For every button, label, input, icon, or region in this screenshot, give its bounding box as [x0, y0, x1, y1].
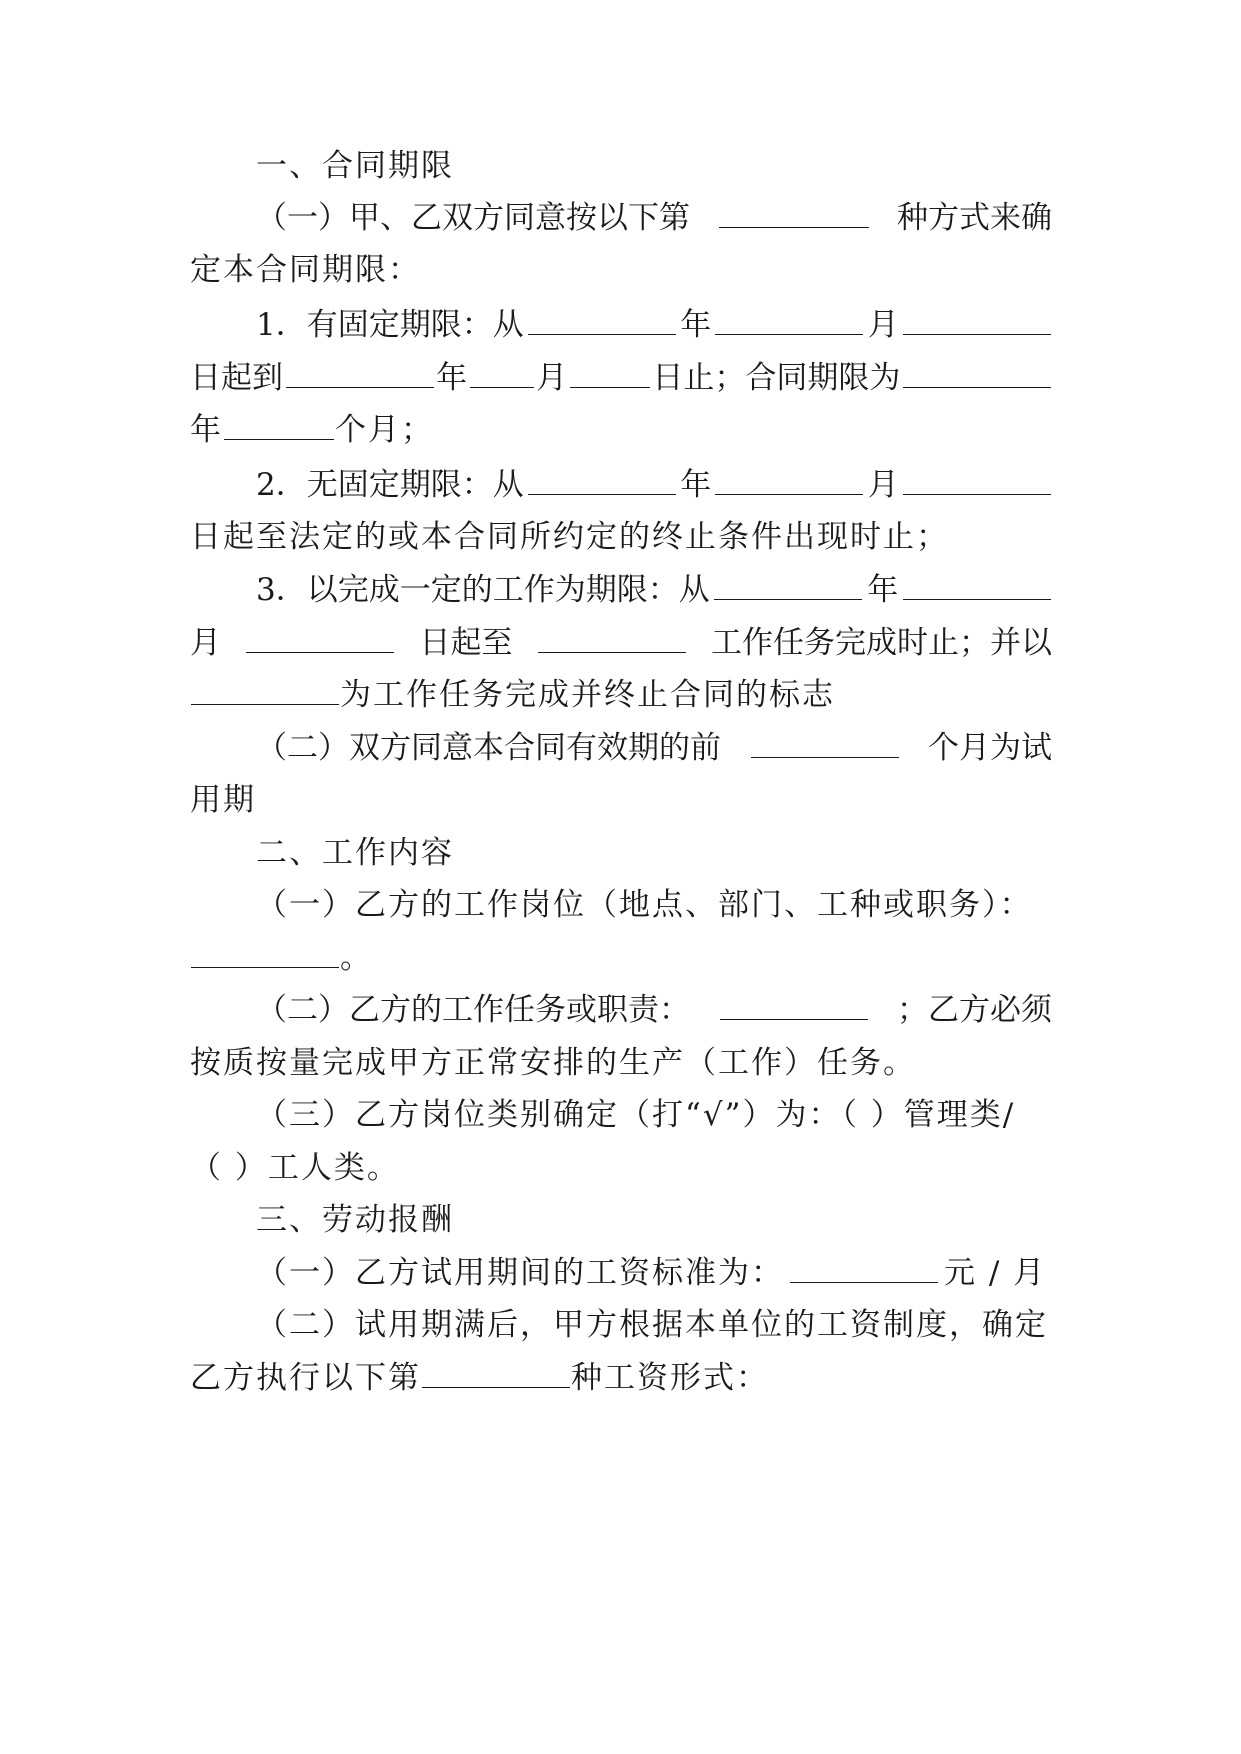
fill-in-blank[interactable]	[751, 729, 899, 758]
paragraph-line	[256, 570, 1052, 610]
text-segment: 用期	[190, 782, 256, 818]
fill-in-blank[interactable]	[191, 939, 339, 968]
text-segment: 日起至	[419, 625, 513, 661]
paragraph-line	[256, 305, 1052, 345]
paragraph-line	[256, 1305, 1052, 1345]
fill-in-blank[interactable]	[528, 466, 676, 495]
text-segment: 月	[867, 467, 899, 503]
fill-in-blank[interactable]	[714, 571, 862, 600]
text-segment: 为工作任务完成并终止合同的标志	[340, 677, 835, 713]
paragraph-line	[190, 1148, 1052, 1188]
fill-in-blank[interactable]	[715, 306, 863, 335]
text-segment: 年	[680, 307, 712, 343]
text-segment: 个月为试	[928, 730, 1052, 766]
text-segment: 工作任务完成时止；并以	[711, 625, 1052, 661]
fill-in-blank[interactable]	[715, 466, 863, 495]
text-segment: （一）乙方的工作岗位（地点、部门、工种或职务）：	[256, 887, 1033, 923]
section-heading-contract-term	[256, 146, 1052, 186]
fill-in-blank[interactable]	[528, 306, 676, 335]
fill-in-blank[interactable]	[903, 359, 1051, 388]
fill-in-blank[interactable]	[903, 306, 1051, 335]
text-segment: 。	[340, 940, 373, 976]
heading-text: 二、工作内容	[256, 835, 454, 871]
text-segment: ；乙方必须	[897, 992, 1052, 1028]
paragraph-line	[256, 885, 1052, 925]
fill-in-blank[interactable]	[719, 199, 869, 228]
paragraph-line	[190, 938, 1052, 978]
text-segment: 年	[190, 412, 223, 448]
fill-in-blank[interactable]	[903, 571, 1051, 600]
text-segment: 元 / 月	[944, 1255, 1047, 1291]
fill-in-blank[interactable]	[246, 624, 394, 653]
fill-in-blank[interactable]	[570, 359, 650, 388]
fill-in-blank[interactable]	[903, 466, 1051, 495]
text-segment: 月	[190, 625, 221, 661]
text-segment: 年	[680, 467, 712, 503]
text-segment: （一）乙方试用期间的工资标准为：	[256, 1255, 784, 1291]
paragraph-line	[190, 675, 1052, 715]
text-segment: 乙方执行以下第	[190, 1360, 421, 1396]
text-segment: 3．以完成一定的工作为期限：从	[256, 572, 710, 608]
paragraph-line	[190, 623, 1052, 663]
paragraph-line	[190, 410, 1052, 450]
paragraph-line	[190, 250, 1052, 290]
fill-in-blank[interactable]	[720, 991, 868, 1020]
text-segment: 日起到	[190, 360, 283, 396]
fill-in-blank[interactable]	[538, 624, 686, 653]
text-segment: 1．有固定期限：从	[256, 307, 524, 343]
text-segment: （一）甲、乙双方同意按以下第	[256, 200, 690, 236]
text-segment: 日起至法定的或本合同所约定的终止条件出现时止；	[190, 519, 949, 555]
paragraph-line	[190, 780, 1052, 820]
text-segment: 日止；合同期限为	[652, 360, 901, 396]
text-segment: 月	[536, 360, 568, 396]
text-segment: 月	[867, 307, 899, 343]
paragraph-line	[256, 1095, 1052, 1135]
paragraph-line	[256, 198, 1052, 238]
fill-in-blank[interactable]	[191, 676, 339, 705]
paragraph-line	[190, 1358, 1052, 1398]
text-segment: 年	[436, 360, 468, 396]
fill-in-blank[interactable]	[422, 1359, 570, 1388]
text-segment: （三）乙方岗位类别确定（打“√”）为：（ ）管理类/	[256, 1097, 1016, 1133]
text-segment: 个月；	[335, 412, 434, 448]
text-segment: 按质按量完成甲方正常安排的生产（工作）任务。	[190, 1045, 916, 1081]
paragraph-line	[190, 517, 1052, 557]
section-heading-job-content	[256, 833, 1052, 873]
heading-text: 三、劳动报酬	[256, 1202, 454, 1238]
paragraph-line	[256, 728, 1052, 768]
paragraph-line	[190, 358, 1052, 398]
paragraph-line	[256, 1253, 1052, 1293]
paragraph-line	[256, 990, 1052, 1030]
fill-in-blank[interactable]	[286, 359, 434, 388]
text-segment: 年	[867, 572, 899, 608]
paragraph-line	[190, 1043, 1052, 1083]
fill-in-blank[interactable]	[470, 359, 534, 388]
paragraph-line	[256, 465, 1052, 505]
fill-in-blank[interactable]	[790, 1254, 938, 1283]
text-segment: （二）双方同意本合同有效期的前	[256, 730, 721, 766]
text-segment: 2．无固定期限：从	[256, 467, 524, 503]
text-segment: （二）试用期满后，甲方根据本单位的工资制度，确定	[256, 1307, 1048, 1343]
text-segment: （二）乙方的工作任务或职责：	[256, 992, 690, 1028]
fill-in-blank[interactable]	[224, 411, 334, 440]
heading-text: 一、合同期限	[256, 148, 454, 184]
section-heading-remuneration	[256, 1200, 1052, 1240]
text-segment: 定本合同期限：	[190, 252, 421, 288]
text-segment: （ ）工人类。	[190, 1150, 400, 1186]
text-segment: 种工资形式：	[571, 1360, 769, 1396]
text-segment: 种方式来确	[897, 200, 1052, 236]
